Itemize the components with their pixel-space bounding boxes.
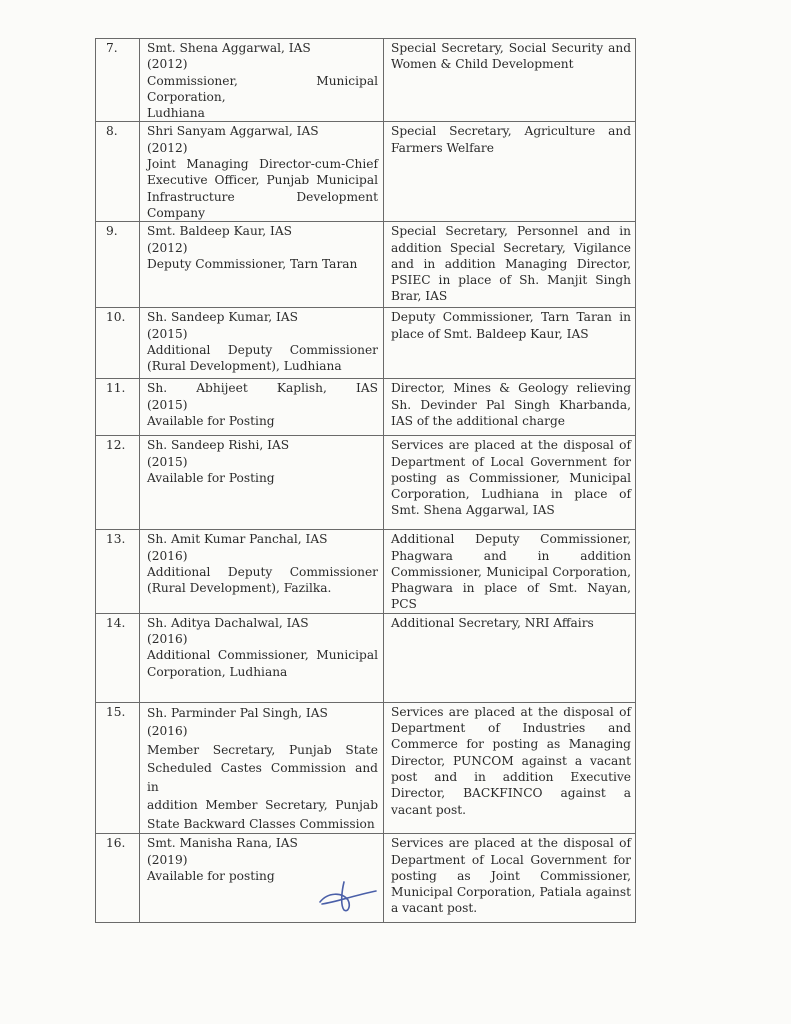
serial-number: 13. <box>96 530 140 613</box>
officer-current-post: Additional Deputy Commissioner <box>147 564 378 579</box>
postings-table-body <box>96 39 636 923</box>
officer-name: Shri Sanyam Aggarwal, IAS <box>147 124 319 139</box>
officer-current-post: Available for Posting <box>147 413 275 428</box>
officer-batch: (2015) <box>147 326 188 341</box>
table-row <box>96 613 636 702</box>
officer-details <box>140 39 384 122</box>
officer-name: Smt. Baldeep Kaur, IAS <box>147 224 292 239</box>
serial-number: 10. <box>96 308 140 379</box>
officer-batch: (2016) <box>147 632 188 647</box>
new-posting: Special Secretary, Agriculture and Farmers Welfare <box>384 122 636 222</box>
serial-number: 15. <box>96 702 140 834</box>
officer-current-post: Ludhiana <box>147 106 205 121</box>
new-posting: Deputy Commissioner, Tarn Taran in place of Smt. Baldeep Kaur, IAS <box>384 308 636 379</box>
officer-current-post: Deputy Commissioner, Tarn Taran <box>147 256 358 271</box>
new-posting: Special Secretary, Personnel and in addition Special Secretary, Vigilance and in addition Managing Director, PSIEC in place of Sh. Manjit Singh Brar, IAS <box>384 222 636 308</box>
serial-number: 16. <box>96 834 140 923</box>
officer-current-post: Executive Officer, Punjab Municipal <box>147 173 378 188</box>
new-posting: Services are placed at the disposal of Department of Local Government for posting as Commissioner, Municipal Corporation, Ludhiana in place of Smt. Shena Aggarwal, IAS <box>384 436 636 530</box>
officer-current-post: State Backward Classes Commission <box>147 816 375 831</box>
serial-number: 12. <box>96 436 140 530</box>
new-posting: Additional Deputy Commissioner, Phagwara and in addition Commissioner, Municipal Corporation, Phagwara in place of Smt. Nayan, PCS <box>384 530 636 613</box>
officer-details <box>140 530 384 613</box>
officer-details <box>140 122 384 222</box>
table-row <box>96 702 636 834</box>
table-row <box>96 436 636 530</box>
officer-details <box>140 222 384 308</box>
officer-current-post: Joint Managing Director-cum-Chief <box>147 157 378 172</box>
officer-current-post: Member Secretary, Punjab State <box>147 742 378 757</box>
officer-name: Sh. Sandeep Rishi, IAS <box>147 438 290 453</box>
officer-current-post: Scheduled Castes Commission and in <box>147 761 378 794</box>
officer-current-post: Corporation, Ludhiana <box>147 664 288 679</box>
officer-batch: (2019) <box>147 852 188 867</box>
officer-name: Sh. Abhijeet Kaplish, IAS <box>147 381 378 396</box>
table-row <box>96 530 636 613</box>
serial-number: 8. <box>96 122 140 222</box>
officer-details <box>140 379 384 436</box>
officer-current-post: (Rural Development), Fazilka. <box>147 581 332 596</box>
serial-number: 7. <box>96 39 140 122</box>
serial-number: 14. <box>96 613 140 702</box>
new-posting: Additional Secretary, NRI Affairs <box>384 613 636 702</box>
officer-name: Smt. Manisha Rana, IAS <box>147 836 298 851</box>
officer-current-post: Commissioner, Municipal Corporation, <box>147 73 378 104</box>
officer-current-post: Available for Posting <box>147 470 275 485</box>
officer-batch: (2016) <box>147 548 188 563</box>
serial-number: 9. <box>96 222 140 308</box>
officer-batch: (2015) <box>147 397 188 412</box>
table-row <box>96 379 636 436</box>
officer-details <box>140 436 384 530</box>
officer-current-post: Additional Deputy Commissioner <box>147 342 378 357</box>
officer-name: Sh. Parminder Pal Singh, IAS <box>147 705 328 720</box>
table-row <box>96 222 636 308</box>
table-row <box>96 122 636 222</box>
officer-batch: (2012) <box>147 140 188 155</box>
postings-table <box>95 38 636 923</box>
officer-name: Smt. Shena Aggarwal, IAS <box>147 41 311 55</box>
officer-name: Sh. Sandeep Kumar, IAS <box>147 310 299 325</box>
table-row <box>96 39 636 122</box>
new-posting: Services are placed at the disposal of Department of Local Government for posting as Joint Commissioner, Municipal Corporation, Patiala against a vacant post. <box>384 834 636 923</box>
officer-batch: (2015) <box>147 454 188 469</box>
officer-current-post: Infrastructure Development Company <box>147 189 378 220</box>
officer-name: Sh. Aditya Dachalwal, IAS <box>147 615 309 630</box>
officer-batch: (2016) <box>147 724 188 739</box>
serial-number: 11. <box>96 379 140 436</box>
new-posting: Services are placed at the disposal of Department of Industries and Commerce for posting as Managing Director, PUNCOM against a vacant post and in addition Executive Director, BACKFINCO against a vacant post. <box>384 702 636 834</box>
signature-stroke-loop <box>320 882 349 911</box>
officer-details <box>140 702 384 834</box>
officer-name: Sh. Amit Kumar Panchal, IAS <box>147 532 328 547</box>
officer-current-post: Available for posting <box>147 868 275 883</box>
table-row <box>96 308 636 379</box>
new-posting: Special Secretary, Social Security and Women & Child Development <box>384 39 636 122</box>
officer-batch: (2012) <box>147 57 188 72</box>
officer-batch: (2012) <box>147 240 188 255</box>
new-posting: Director, Mines & Geology relieving Sh. Devinder Pal Singh Kharbanda, IAS of the additional charge <box>384 379 636 436</box>
officer-current-post: (Rural Development), Ludhiana <box>147 359 342 374</box>
officer-details <box>140 613 384 702</box>
officer-current-post: Additional Commissioner, Municipal <box>147 648 378 663</box>
officer-current-post: addition Member Secretary, Punjab <box>147 798 378 813</box>
signature-mark <box>318 880 378 916</box>
officer-details <box>140 308 384 379</box>
